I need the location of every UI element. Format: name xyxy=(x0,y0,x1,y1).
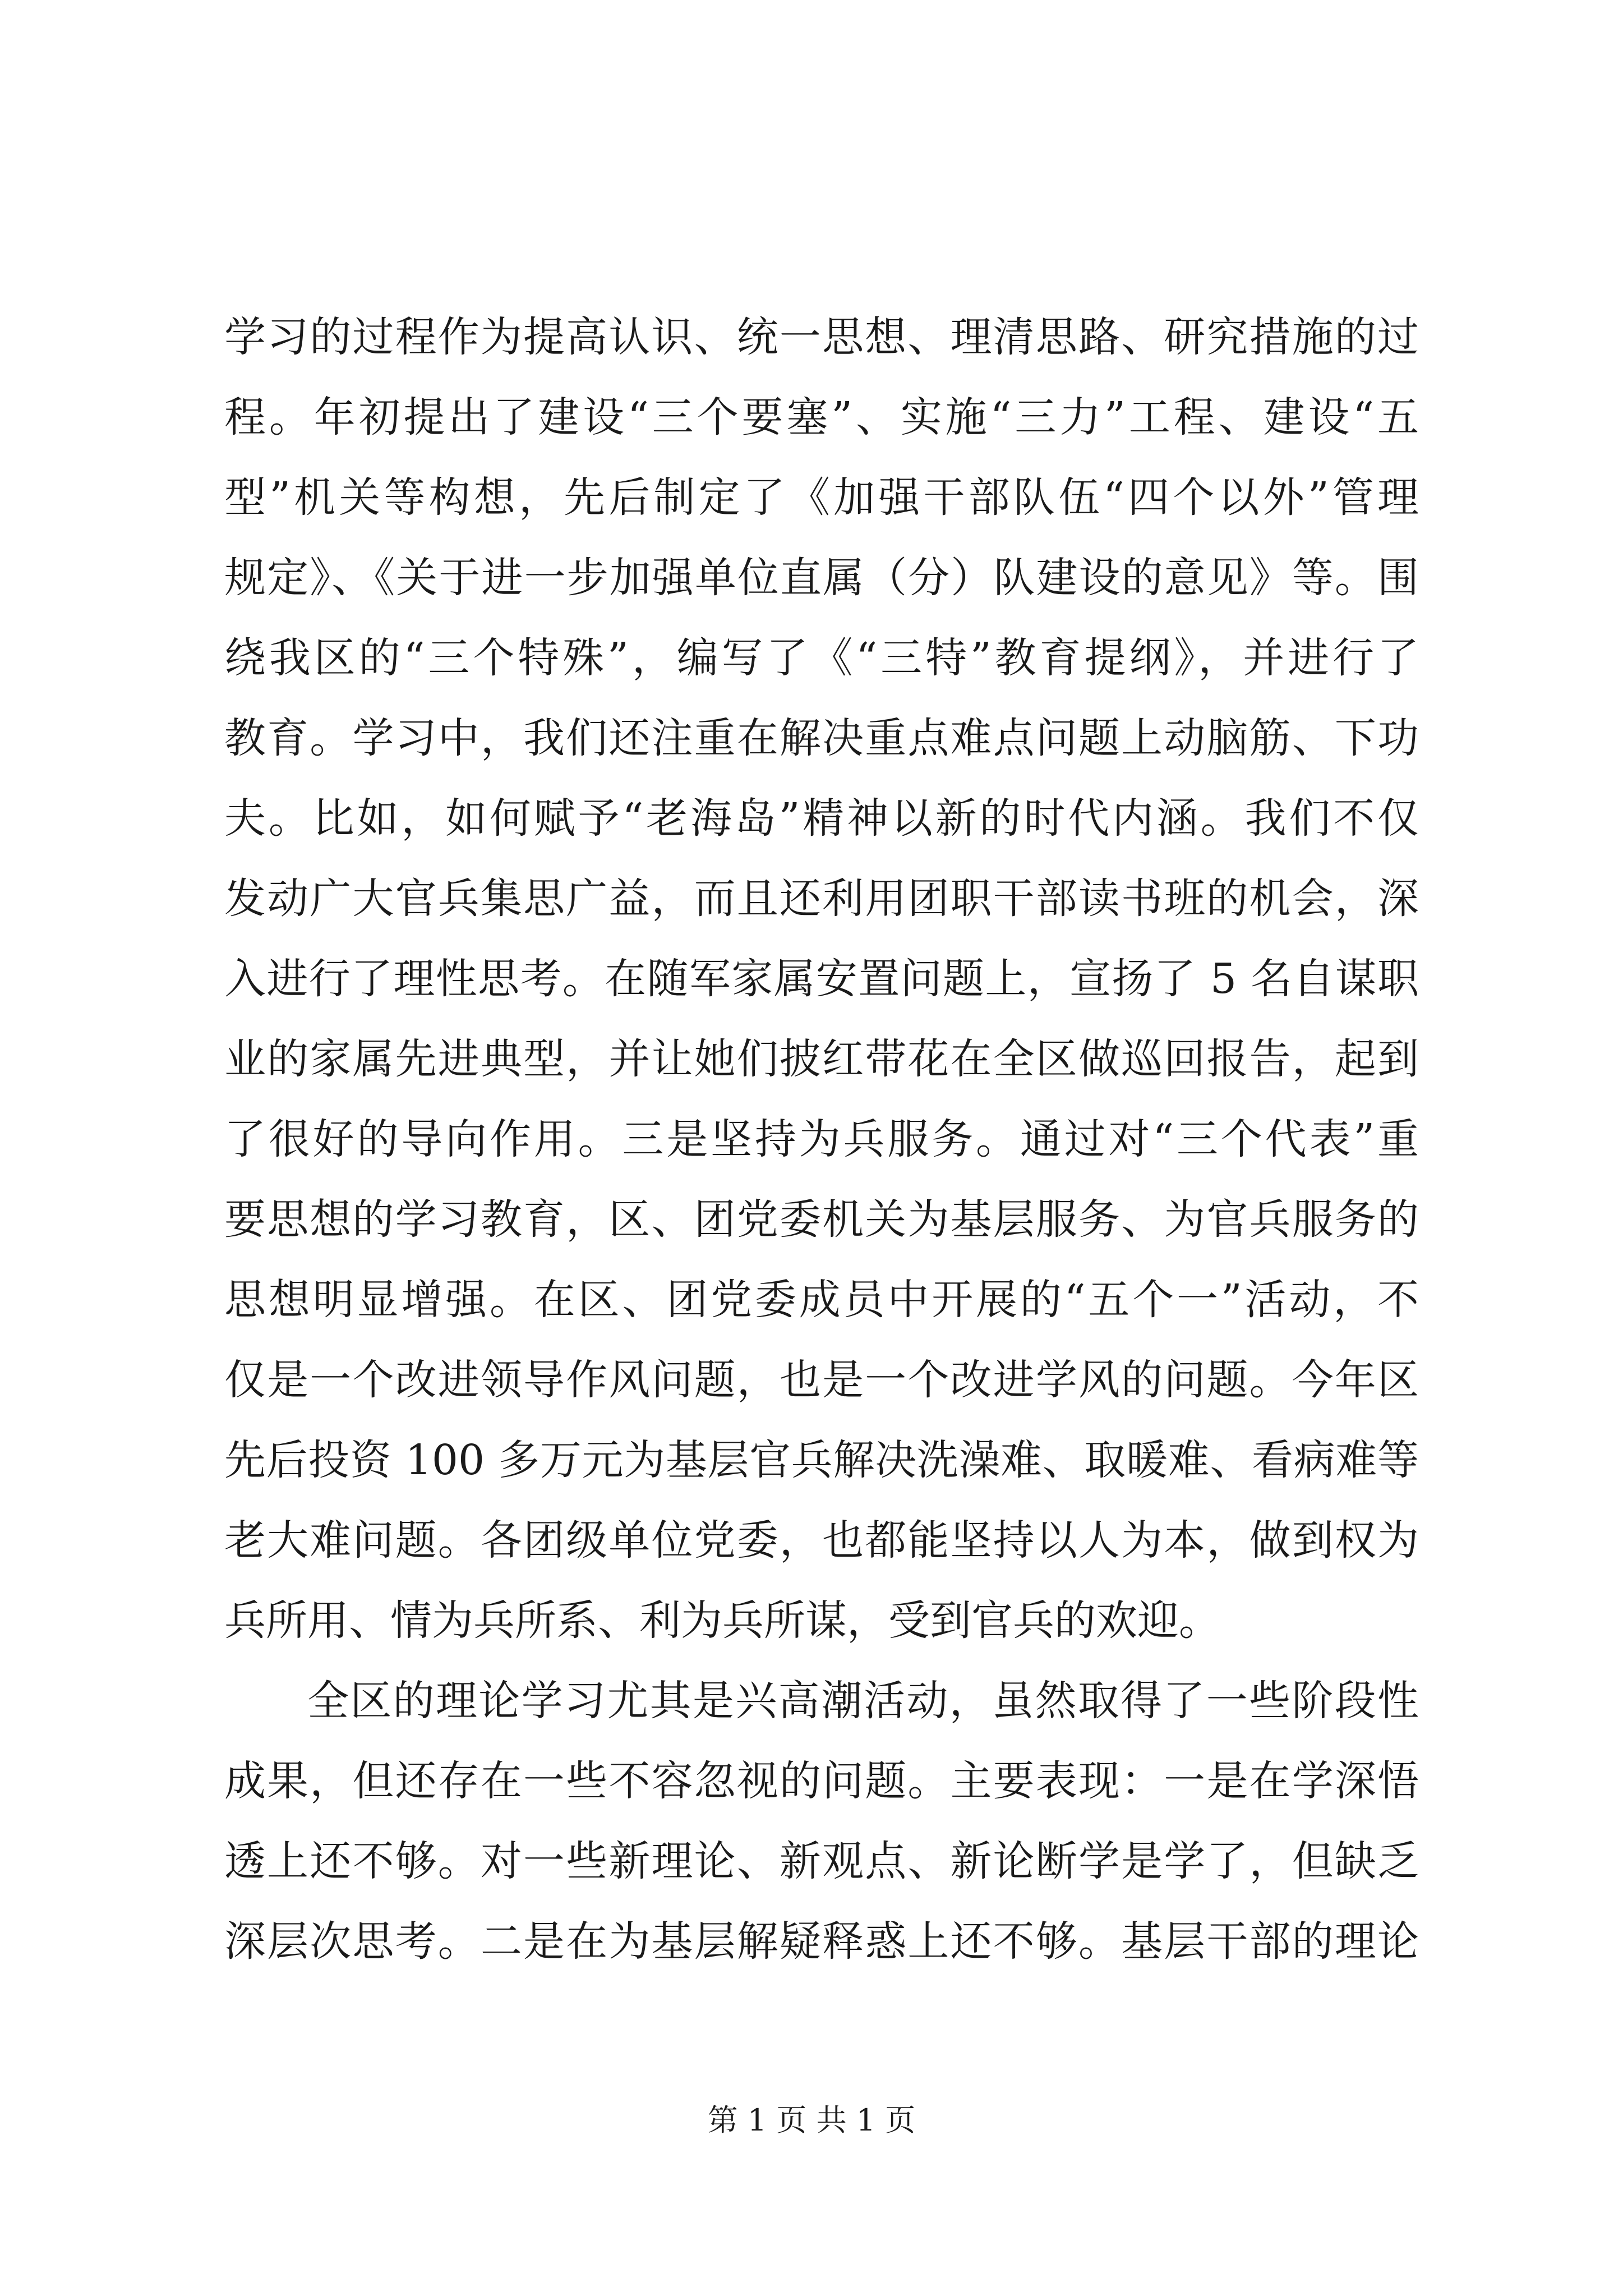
text-line: 教育。学习中，我们还注重在解决重点难点问题上动脑筋、下功 xyxy=(224,714,1419,762)
text-line: 入进行了理性思考。在随军家属安置问题上，宣扬了 5 名自谋职 xyxy=(224,955,1419,1003)
text-line: 发动广大官兵集思广益，而且还利用团职干部读书班的机会，深 xyxy=(224,875,1419,923)
text-line: 先后投资 100 多万元为基层官兵解决洗澡难、取暖难、看病难等 xyxy=(224,1436,1419,1484)
document-body xyxy=(224,297,1419,1982)
paragraph-start-line: 全区的理论学习尤其是兴高潮活动，虽然取得了一些阶段性 xyxy=(307,1677,1419,1725)
text-line: 思想明显增强。在区、团党委成员中开展的“五个一”活动，不 xyxy=(224,1276,1419,1324)
text-line: 程。年初提出了建设“三个要塞”、实施“三力”工程、建设“五 xyxy=(224,393,1419,441)
text-line: 绕我区的“三个特殊”，编写了《“三特”教育提纲》，并进行了 xyxy=(224,634,1419,682)
text-line: 型”机关等构想，先后制定了《加强干部队伍“四个以外”管理 xyxy=(224,473,1419,522)
text-line: 了很好的导向作用。三是坚持为兵服务。通过对“三个代表”重 xyxy=(224,1115,1419,1163)
text-line: 老大难问题。各团级单位党委，也都能坚持以人为本，做到权为 xyxy=(224,1516,1419,1565)
text-line: 业的家属先进典型，并让她们披红带花在全区做巡回报告，起到 xyxy=(224,1035,1419,1083)
text-line: 学习的过程作为提高认识、统一思想、理清思路、研究措施的过 xyxy=(224,313,1419,361)
text-line: 透上还不够。对一些新理论、新观点、新论断学是学了，但缺乏 xyxy=(224,1837,1419,1885)
paragraph-end-line: 兵所用、情为兵所系、利为兵所谋，受到官兵的欢迎。 xyxy=(224,1596,1220,1645)
text-line: 要思想的学习教育，区、团党委机关为基层服务、为官兵服务的 xyxy=(224,1195,1419,1244)
text-line: 成果，但还存在一些不容忽视的问题。主要表现：一是在学深悟 xyxy=(224,1757,1419,1805)
page-number-footer: 第 1 页 共 1 页 xyxy=(707,2102,916,2138)
text-line: 深层次思考。二是在为基层解疑释惑上还不够。基层干部的理论 xyxy=(224,1917,1419,1966)
text-line: 规定》、《关于进一步加强单位直属（分）队建设的意见》等。围 xyxy=(224,554,1419,602)
text-line: 仅是一个改进领导作风问题，也是一个改进学风的问题。今年区 xyxy=(224,1356,1419,1404)
text-line: 夫。比如，如何赋予“老海岛”精神以新的时代内涵。我们不仅 xyxy=(224,794,1419,843)
